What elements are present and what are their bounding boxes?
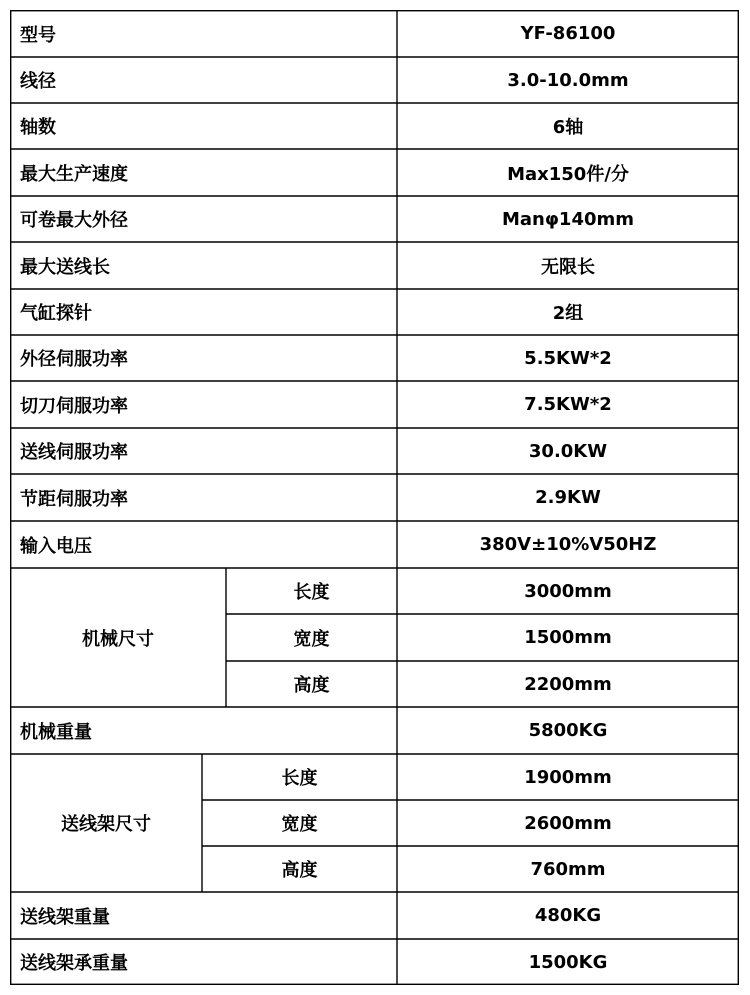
machine-height-value: 2200mm [524,673,612,695]
feeder-height-label: 高度 [281,860,318,881]
feeder-height-value: 760mm [530,858,606,880]
feeder-load-value: 1500KG [528,951,608,973]
feeder-load-label: 送线架承重量 [20,953,128,974]
spec-value-pitch-servo: 2.9KW [535,487,601,508]
spec-value-wire-diameter: 3.0-10.0mm [507,69,629,91]
spec-value-input-voltage: 380V±10%V50HZ [479,534,657,555]
feeder-width-value: 2600mm [524,812,612,834]
spec-value-cylinder-probe: 2组 [552,303,584,324]
spec-value-feed-servo: 30.0KW [528,440,608,462]
spec-label-wire-diameter: 线径 [20,71,56,92]
spec-sheet [10,10,739,985]
spec-value-max-outer-diameter: Manφ140mm [501,208,635,230]
feeder-size-label: 送线架尺寸 [61,814,151,835]
machine-weight-value: 5800KG [528,720,608,741]
spec-label-input-voltage: 输入电压 [20,535,92,557]
spec-value-cutter-servo: 7.5KW*2 [524,394,612,415]
spec-value-model: YF-86100 [520,23,616,44]
feeder-width-label: 宽度 [281,814,318,835]
spec-label-feed-servo: 送线伺服功率 [20,442,128,463]
spec-label-axes: 轴数 [20,117,56,138]
spec-value-axes: 6轴 [552,117,584,138]
machine-weight-label: 机械重量 [20,721,92,743]
feeder-length-value: 1900mm [524,766,612,788]
machine-width-label: 宽度 [293,628,330,650]
spec-value-od-servo: 5.5KW*2 [524,347,612,369]
machine-length-value: 3000mm [524,580,612,602]
machine-width-value: 1500mm [524,627,612,648]
spec-label-od-servo: 外径伺服功率 [20,349,128,370]
feeder-length-label: 长度 [281,768,318,789]
spec-value-max-feed-length: 无限长 [541,256,595,278]
spec-table [10,10,739,985]
spec-label-max-speed: 最大生产速度 [20,163,128,185]
spec-label-max-feed-length: 最大送线长 [20,256,110,278]
feeder-weight-label: 送线架重量 [20,906,110,928]
machine-length-label: 长度 [293,582,330,603]
feeder-weight-value: 480KG [534,905,602,926]
machine-size-label: 机械尺寸 [82,628,154,650]
machine-height-label: 高度 [293,675,330,696]
spec-label-cutter-servo: 切刀伺服功率 [20,395,128,417]
spec-label-cylinder-probe: 气缸探针 [20,303,92,324]
spec-label-model: 型号 [20,24,56,46]
spec-label-pitch-servo: 节距伺服功率 [20,488,128,510]
spec-value-max-speed: Max150件/分 [507,163,629,185]
spec-label-max-outer-diameter: 可卷最大外径 [20,210,128,231]
